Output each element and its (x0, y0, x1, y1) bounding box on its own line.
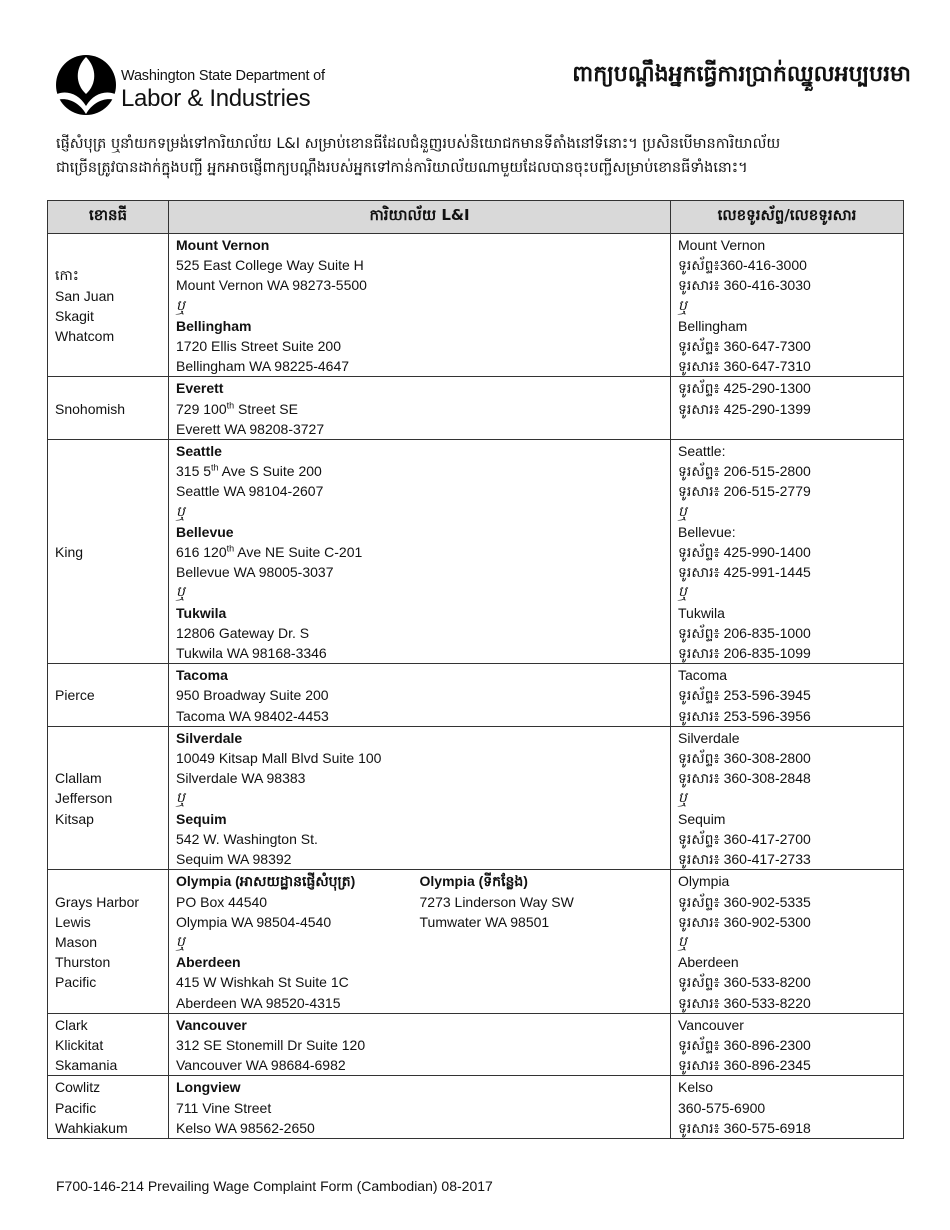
table-row (48, 440, 904, 664)
phone-line: ទូរស័ព្ទ៖ 360-417-2700 (678, 830, 811, 847)
office-address-line: 711 Vine Street (176, 1099, 272, 1116)
office-address-text-rest: Ave S Suite 200 (218, 463, 322, 480)
office-address-line: Olympia WA 98504-4540 (176, 913, 332, 930)
county-name: Thurston (55, 954, 111, 971)
phone-line: ទូរសារ៖ 360-417-2733 (678, 851, 811, 868)
office-address-line: Everett WA 98208-3727 (176, 420, 325, 437)
county-cell (48, 1076, 169, 1139)
county-name: កោះ (55, 267, 79, 284)
logo-agency-name: Labor & Industries (121, 85, 311, 112)
phone-line: ទូរសារ៖ 360-416-3030 (678, 277, 811, 294)
office-address-line: 312 SE Stonemill Dr Suite 120 (176, 1036, 366, 1053)
table-row (48, 1076, 904, 1139)
office-address-line: Sequim WA 98392 (176, 851, 292, 868)
county-name: Pierce (55, 687, 95, 704)
lni-logo-icon (55, 54, 117, 116)
county-name: Clark (55, 1016, 88, 1033)
county-name: Klickitat (55, 1036, 104, 1053)
phone-cell (671, 870, 904, 1013)
county-name: Clallam (55, 770, 102, 787)
phone-cell (671, 234, 904, 377)
phone-line: Aberdeen (678, 954, 739, 971)
office-name: Longview (176, 1079, 241, 1096)
intro-line-2: ជាច្រើនត្រូវបានដាក់ក្នុងបញ្ជី អ្នកអាចផ្ញើពាក្យបណ្ដឹងរបស់អ្នកទៅកាន់ការិយាល័យណាមួយដែលបានចុះបញ្ជីសម្រាប់ខោនធីទាំងនោះ។ (56, 160, 748, 176)
phone-line: ទូរស័ព្ទ៖ 425-290-1300 (678, 380, 811, 397)
office-name: Bellingham (176, 317, 252, 334)
phone-line: ទូរស័ព្ទ៖360-416-3000 (678, 257, 807, 274)
or-separator: ឬ (678, 503, 687, 520)
office-address-line: 1720 Ellis Street Suite 200 (176, 338, 341, 355)
county-name: Jefferson (55, 790, 113, 807)
phone-line: Sequim (678, 810, 726, 827)
phone-line: Mount Vernon (678, 237, 766, 253)
logo-agency-line: Washington State Department of (121, 68, 325, 84)
form-footer: F700-146-214 Prevailing Wage Complaint Form (Cambodian) 08-2017 (56, 1178, 493, 1194)
or-separator: ឬ (176, 297, 185, 314)
phone-line: ទូរសារ៖ 360-575-6918 (678, 1119, 811, 1136)
office-column-header: ការិយាល័យ L&I (169, 201, 671, 234)
phone-line: ទូរស័ព្ទ៖ 360-902-5335 (678, 893, 811, 910)
county-name: Pacific (55, 1099, 97, 1116)
office-address-line: Bellevue WA 98005-3037 (176, 564, 334, 581)
office-split-right (420, 871, 664, 932)
phone-cell (671, 1013, 904, 1076)
page-header (55, 52, 915, 122)
office-name: Bellevue (176, 523, 234, 540)
phone-line: Vancouver (678, 1016, 744, 1033)
office-cell (169, 234, 671, 377)
office-address-line: 415 W Wishkah St Suite 1C (176, 974, 349, 991)
office-address-line: Vancouver WA 98684-6982 (176, 1057, 346, 1074)
phone-line: ទូរសារ៖ 425-991-1445 (678, 564, 811, 581)
county-name: Skamania (55, 1057, 118, 1074)
office-address-line: Kelso WA 98562-2650 (176, 1119, 315, 1136)
county-name: Mason (55, 933, 98, 950)
office-address-line: Seattle WA 98104-2607 (176, 483, 324, 500)
office-address-line: PO Box 44540 (176, 893, 268, 910)
table-row (48, 664, 904, 727)
office-split (176, 871, 663, 932)
county-cell (48, 440, 169, 664)
table-row (48, 377, 904, 440)
office-address-ordinal: th (211, 462, 219, 473)
phone-line: ទូរសារ៖ 360-533-8220 (678, 994, 811, 1011)
county-name: Cowlitz (55, 1079, 101, 1096)
phone-line: Kelso (678, 1079, 714, 1096)
office-cell (169, 664, 671, 727)
office-name: Olympia (ទីកន្លែង) (419, 873, 528, 890)
phone-line: 360-575-6900 (678, 1099, 766, 1116)
office-address-line (176, 461, 663, 481)
phone-line: ទូរស័ព្ទ៖ 425-990-1400 (678, 544, 811, 561)
county-column-header: ខោនធី (48, 201, 169, 234)
county-name: Pacific (55, 974, 97, 991)
phone-cell (671, 440, 904, 664)
phone-column-header: លេខទូរស័ព្ទ/លេខទូរសារ (671, 201, 904, 234)
office-cell (169, 1076, 671, 1139)
phone-line: Seattle: (678, 443, 726, 460)
office-address-line: 542 W. Washington St. (176, 830, 318, 847)
office-address-line: Silverdale WA 98383 (176, 770, 306, 787)
office-address-line: 525 East College Way Suite H (176, 257, 364, 274)
phone-line: Silverdale (678, 729, 740, 746)
phone-line: ទូរសារ៖ 425-290-1399 (678, 400, 811, 417)
office-address-line: 7273 Linderson Way SW (419, 893, 574, 910)
office-name: Olympia (អាសយដ្ឋានផ្ញើសំបុត្រ) (176, 873, 356, 890)
office-name: Sequim (176, 810, 227, 827)
phone-line: Tukwila (678, 604, 725, 621)
table-row (48, 726, 904, 869)
office-address-line: Bellingham WA 98225-4647 (176, 358, 350, 375)
phone-line: Bellingham (678, 317, 748, 334)
office-cell (169, 870, 671, 1013)
intro-line-1: ផ្ញើសំបុត្រ ឬនាំយកទម្រង់ទៅការិយាល័យ L&I សម្រាប់ខោនធីដែលជំនួញរបស់និយោជកមានទីតាំងនៅទីនោះ។ ប្រសិនបើមានការិយាល័យ (56, 136, 781, 152)
county-name: Kitsap (55, 810, 94, 827)
phone-line: Tacoma (678, 667, 728, 684)
agency-logo (55, 54, 335, 116)
office-address-text: 616 120 (176, 544, 227, 561)
phone-line: Bellevue: (678, 523, 736, 540)
office-address-text-rest: Ave NE Suite C-201 (234, 544, 363, 561)
county-cell (48, 234, 169, 377)
county-cell (48, 870, 169, 1013)
office-address-ordinal: th (226, 543, 235, 554)
phone-line: ទូរសារ៖ 206-515-2779 (678, 483, 811, 500)
phone-line: Olympia (678, 873, 730, 890)
phone-line: ទូរស័ព្ទ៖ 253-596-3945 (678, 687, 811, 704)
office-address-text-rest: Street SE (234, 400, 298, 417)
phone-line: ទូរសារ៖ 253-596-3956 (678, 707, 811, 724)
office-cell (169, 726, 671, 869)
or-separator: ឬ (176, 790, 185, 807)
phone-cell (671, 1076, 904, 1139)
county-cell (48, 664, 169, 727)
or-separator: ឬ (176, 503, 185, 520)
office-address-line: Tacoma WA 98402-4453 (176, 707, 329, 724)
phone-line: ទូរស័ព្ទ៖ 360-896-2300 (678, 1036, 811, 1053)
office-address-line: 10049 Kitsap Mall Blvd Suite 100 (176, 750, 382, 767)
office-name: Tukwila (176, 604, 227, 621)
or-separator: ឬ (176, 933, 185, 950)
or-separator: ឬ (678, 584, 687, 601)
phone-line: ទូរស័ព្ទ៖ 206-515-2800 (678, 463, 811, 480)
or-separator: ឬ (176, 584, 185, 601)
table-row (48, 1013, 904, 1076)
office-name: Vancouver (176, 1016, 247, 1033)
phone-line: ទូរសារ៖ 360-896-2345 (678, 1057, 811, 1074)
phone-line: ទូរសារ៖ 360-902-5300 (678, 913, 811, 930)
office-address-line: 12806 Gateway Dr. S (176, 624, 310, 641)
office-address-line: Aberdeen WA 98520-4315 (176, 994, 341, 1011)
office-name: Mount Vernon (176, 237, 270, 253)
office-address-line (176, 399, 663, 419)
phone-line: ទូរសារ៖ 360-647-7310 (678, 358, 811, 375)
phone-line: ទូរស័ព្ទ៖ 360-647-7300 (678, 338, 811, 355)
office-address-line: Tumwater WA 98501 (419, 913, 550, 930)
office-name: Tacoma (176, 667, 228, 684)
office-table (47, 200, 904, 1139)
office-name: Aberdeen (176, 954, 241, 971)
county-name: Grays Harbor (55, 893, 140, 910)
office-name: Seattle (176, 443, 222, 460)
phone-line: ទូរស័ព្ទ៖ 206-835-1000 (678, 624, 811, 641)
office-address-line (176, 542, 663, 562)
phone-cell (671, 664, 904, 727)
intro-paragraph (56, 132, 916, 180)
county-name: Wahkiakum (55, 1119, 128, 1136)
phone-cell (671, 377, 904, 440)
county-name: Skagit (55, 307, 94, 324)
office-address-text: 729 100 (176, 400, 227, 417)
phone-line: ទូរសារ៖ 360-308-2848 (678, 770, 811, 787)
office-address-line: Tukwila WA 98168-3346 (176, 645, 327, 662)
document-title: ពាក្យបណ្ដឹងអ្នកធ្វើការប្រាក់ឈ្នួលអប្បបរមា (572, 62, 911, 87)
office-table-body (48, 234, 904, 1139)
county-cell (48, 1013, 169, 1076)
office-cell (169, 1013, 671, 1076)
phone-line: ទូរសារ៖ 206-835-1099 (678, 645, 811, 662)
office-address-line: Mount Vernon WA 98273-5500 (176, 277, 367, 294)
county-name: San Juan (55, 287, 115, 304)
phone-line: ទូរស័ព្ទ៖ 360-308-2800 (678, 750, 811, 767)
or-separator: ឬ (678, 790, 687, 807)
table-row (48, 234, 904, 377)
office-name: Silverdale (176, 729, 243, 746)
county-name: Lewis (55, 913, 91, 930)
office-split-left (176, 871, 420, 932)
county-name: Snohomish (55, 400, 126, 417)
table-row (48, 870, 904, 1013)
office-cell (169, 440, 671, 664)
county-name: Whatcom (55, 327, 115, 344)
office-address-text: 315 5 (176, 463, 212, 480)
county-name: King (55, 544, 84, 561)
or-separator: ឬ (678, 297, 687, 314)
or-separator: ឬ (678, 933, 687, 950)
phone-line: ទូរស័ព្ទ៖ 360-533-8200 (678, 974, 811, 991)
office-address-ordinal: th (226, 399, 235, 410)
county-cell (48, 377, 169, 440)
county-cell (48, 726, 169, 869)
table-header-row (48, 201, 904, 234)
office-address-line: 950 Broadway Suite 200 (176, 687, 329, 704)
phone-cell (671, 726, 904, 869)
office-name: Everett (176, 380, 224, 397)
office-cell (169, 377, 671, 440)
